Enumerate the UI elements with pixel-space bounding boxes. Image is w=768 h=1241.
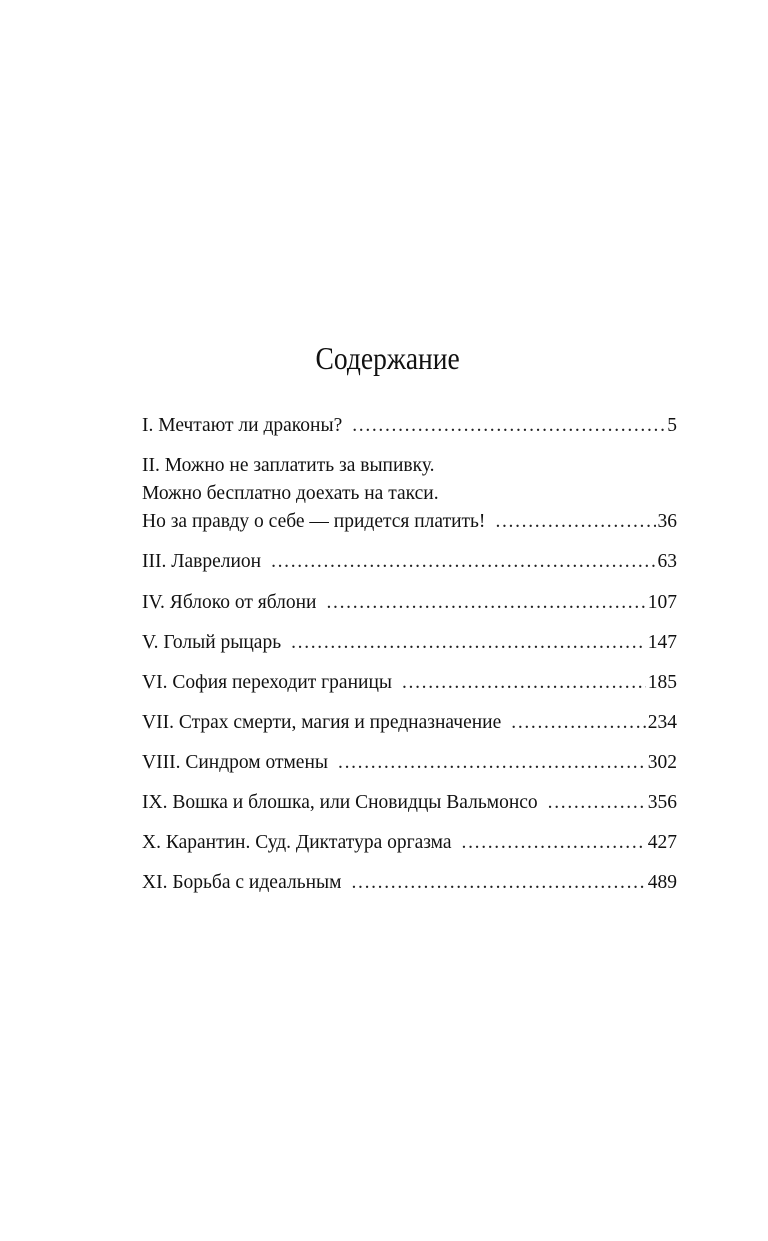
toc-entry[interactable]	[142, 749, 677, 777]
toc-entry[interactable]	[142, 869, 677, 897]
page-number: 234	[647, 712, 677, 733]
dot-leader	[352, 412, 665, 440]
toc-entry[interactable]	[142, 669, 677, 697]
toc-entry[interactable]	[142, 548, 677, 576]
page-number: 356	[647, 792, 677, 813]
toc-title: Содержание	[315, 340, 460, 376]
chapter-title: VI. София переходит границы	[142, 672, 392, 693]
page-number: 489	[647, 872, 677, 893]
chapter-title: X. Карантин. Суд. Диктатура оргазма	[142, 832, 452, 853]
page-number: 36	[657, 511, 677, 532]
toc-entry[interactable]	[142, 829, 677, 857]
chapter-title: XI. Борьба с идеальным	[142, 872, 342, 893]
page-number: 302	[647, 752, 677, 773]
chapter-title: Но за правду о себе — придется платить!	[142, 511, 486, 532]
dot-leader	[548, 789, 646, 817]
toc-entry[interactable]	[142, 709, 677, 737]
page-number: 107	[647, 592, 677, 613]
chapter-title: I. Мечтают ли драконы?	[142, 415, 343, 436]
toc-entry[interactable]	[142, 789, 677, 817]
chapter-title: IX. Вошка и блошка, или Сновидцы Вальмонсо	[142, 792, 538, 813]
dot-leader	[402, 669, 646, 697]
dot-leader	[271, 548, 655, 576]
chapter-title: VIII. Синдром отмены	[142, 752, 329, 773]
toc-entry[interactable]	[142, 589, 677, 617]
dot-leader	[327, 589, 646, 617]
chapter-title-line[interactable]: II. Можно не заплатить за выпивку.	[142, 455, 435, 476]
page-number: 185	[647, 672, 677, 693]
dot-leader	[462, 829, 646, 857]
chapter-title: VII. Страх смерти, магия и предназначение	[142, 712, 502, 733]
toc-entry[interactable]	[142, 412, 677, 440]
page-number: 147	[647, 632, 677, 653]
dot-leader	[338, 749, 646, 777]
dot-leader	[351, 869, 645, 897]
chapter-title: V. Голый рыцарь	[142, 632, 282, 653]
chapter-title: III. Лаврелион	[142, 551, 262, 572]
chapter-title-line[interactable]: Можно бесплатно доехать на такси.	[142, 483, 439, 504]
toc-entry[interactable]	[142, 629, 677, 657]
chapter-title: IV. Яблоко от яблони	[142, 592, 317, 613]
toc-entry[interactable]	[142, 508, 677, 536]
dot-leader	[291, 629, 646, 657]
page-number: 63	[657, 551, 677, 572]
page-number: 427	[647, 832, 677, 853]
dot-leader	[495, 508, 655, 536]
dot-leader	[511, 709, 645, 737]
page-number: 5	[667, 415, 677, 436]
